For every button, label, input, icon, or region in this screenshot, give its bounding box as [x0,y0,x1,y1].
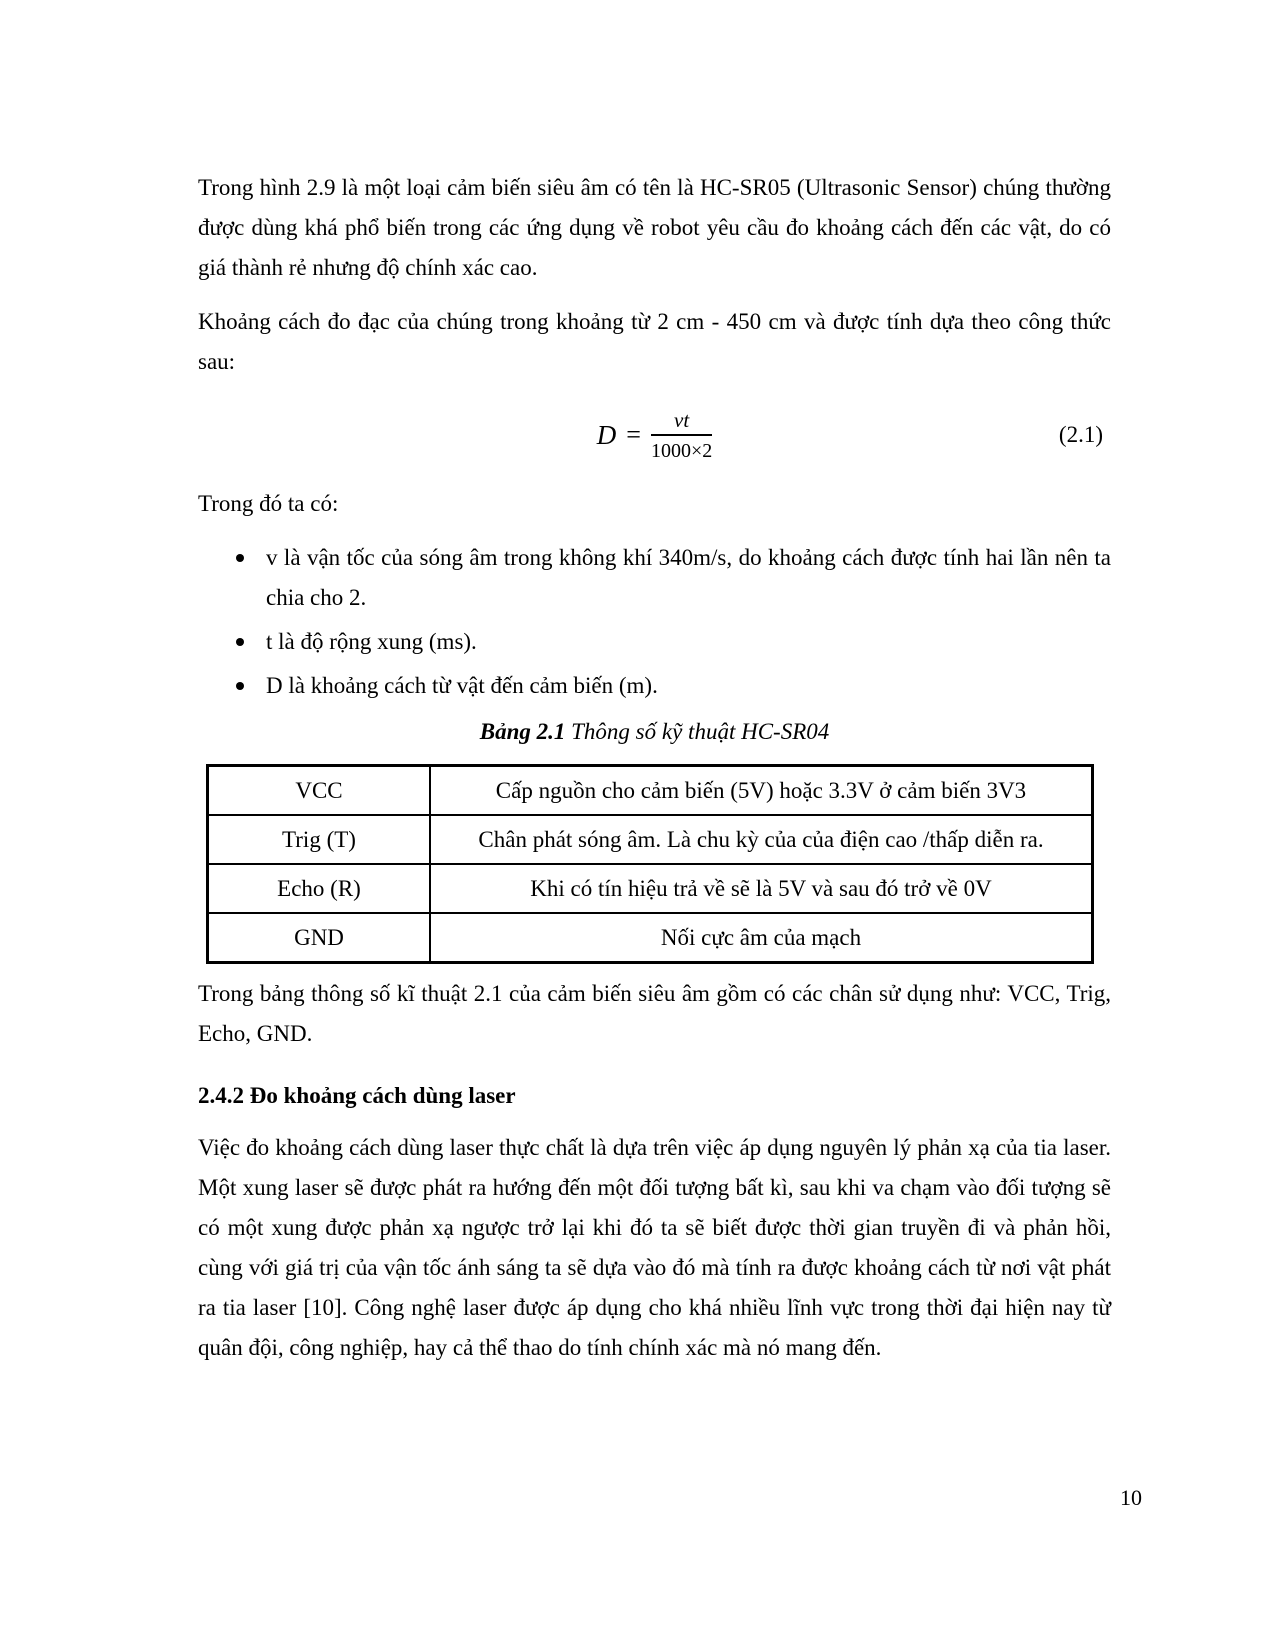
table-row [208,815,1093,864]
spec-table [206,764,1094,964]
table-cell-pin: Trig (T) [208,815,431,864]
list-item [198,538,1111,618]
list-item-text: v là vận tốc của sóng âm trong không khí 340m/s, do khoảng cách được tính hai lần nên ta chia cho 2. [266,545,1111,610]
table-cell-pin: Echo (R) [208,864,431,913]
equation-lhs: D [596,419,617,450]
table-caption-number: Bảng 2.1 [479,719,566,744]
variable-legend-list [198,538,1111,706]
table-cell-desc: Chân phát sóng âm. Là chu kỳ của của điện cao /thấp diễn ra. [430,815,1093,864]
fraction-denominator: 1000×2 [650,439,713,462]
list-item [198,622,1111,662]
equation-fraction [651,408,712,463]
table-row [208,766,1093,816]
equation-formula [597,408,712,463]
table-caption [198,712,1111,752]
table-cell-desc: Khi có tín hiệu trả về sẽ là 5V và sau đó trở về 0V [430,864,1093,913]
table-cell-pin: GND [208,913,431,963]
paragraph-legend-intro: Trong đó ta có: [198,491,339,516]
table-row [208,913,1093,963]
list-item [198,666,1111,706]
table-cell-pin: VCC [208,766,431,816]
equation-block [198,396,1111,474]
bullet-icon [236,638,244,646]
list-item-text: t là độ rộng xung (ms). [266,629,477,654]
bullet-icon [236,554,244,562]
bullet-icon [236,682,244,690]
equation-equals-sign: = [626,420,641,449]
table-caption-text: Thông số kỹ thuật HC-SR04 [565,719,830,744]
paragraph-distance-range: Khoảng cách đo đạc của chúng trong khoảng từ 2 cm - 450 cm và được tính dựa theo công thức sau: [198,309,1111,374]
fraction-numerator: vt [651,408,712,436]
table-row [208,864,1093,913]
paragraph-laser: Việc đo khoảng cách dùng laser thực chất là dựa trên việc áp dụng nguyên lý phản xạ của tia laser. Một xung laser sẽ được phát ra hướng đến một đối tượng bất kì, sau khi va chạm vào đối tượng sẽ có một xung được phản xạ ngược trở lại khi đó ta sẽ biết được thời gian truyền đi và phản hồi, cùng với giá trị của vận tốc ánh sáng ta sẽ dựa vào đó mà tính ra được khoảng cách từ nơi vật phát ra tia laser [10]. Công nghệ laser được áp dụng cho khá nhiều lĩnh vực trong thời đại hiện nay từ quân đội, công nghiệp, hay cả thể thao do tính chính xác mà nó mang đến. [198,1135,1111,1360]
paragraph-table-summary: Trong bảng thông số kĩ thuật 2.1 của cảm biến siêu âm gồm có các chân sử dụng như: VCC, Trig, Echo, GND. [198,981,1111,1046]
paragraph-sensor-intro: Trong hình 2.9 là một loại cảm biến siêu âm có tên là HC-SR05 (Ultrasonic Sensor) chúng thường được dùng khá phổ biến trong các ứng dụng về robot yêu cầu đo khoảng cách đến các vật, do có giá thành rẻ nhưng độ chính xác cao. [198,175,1111,280]
section-heading-2-4-2: 2.4.2 Đo khoảng cách dùng laser [198,1083,516,1108]
table-cell-desc: Nối cực âm của mạch [430,913,1093,963]
list-item-text: D là khoảng cách từ vật đến cảm biến (m). [266,673,658,698]
table-cell-desc: Cấp nguồn cho cảm biến (5V) hoặc 3.3V ở cảm biến 3V3 [430,766,1093,816]
page-number: 10 [1120,1485,1142,1510]
equation-number: (2.1) [1058,422,1103,447]
